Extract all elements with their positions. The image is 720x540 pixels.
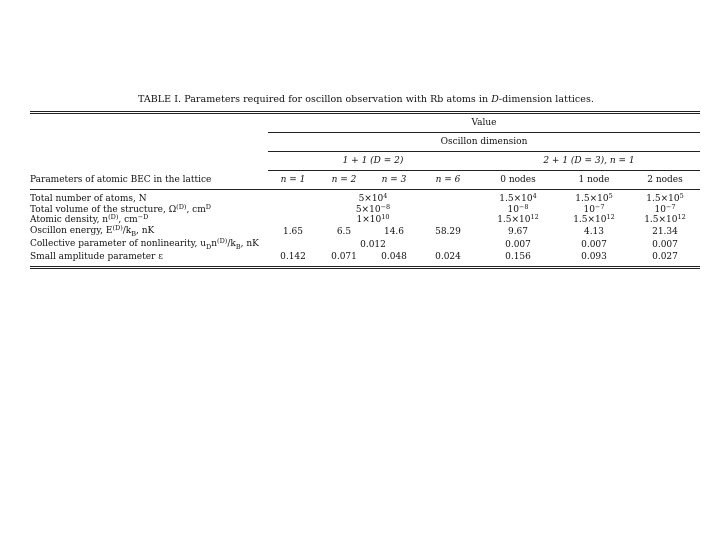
col-header: 0 nodes (500, 175, 536, 185)
cell-span-1d: $5\times 10^4$ (358, 192, 388, 204)
row-label: Oscillon energy, $E^{(D)}/k_B$, nK (30, 223, 155, 238)
col-header: n = 6 (435, 175, 461, 185)
row-label: Total volume of the structure, $\Omega^{(D)}$, $cm^D$ (30, 202, 211, 215)
cell: $1.5\times 10^{12}$ (644, 213, 686, 225)
cell: 4.13 (583, 226, 605, 237)
cell: $1.5\times 10^{12}$ (573, 213, 615, 225)
caption-text: Parameters required for oscillon observation with Rb atoms in (184, 94, 489, 105)
cell-span-1d: 0.012 (360, 240, 386, 251)
cell: 0.048 (381, 252, 407, 263)
col-header: n = 3 (381, 175, 407, 185)
header-group-1d: 1 + 1 (D = 2) (268, 152, 478, 171)
cell: $1.5\times 10^5$ (575, 192, 613, 204)
table-row (30, 239, 700, 252)
header-value: Value (268, 114, 700, 133)
cell: 0.007 (581, 240, 607, 251)
cell: 0.093 (581, 252, 607, 263)
row-label: Collective parameter of nonlinearity, $u_Dn^{(D)}/k_B$, nK (30, 236, 259, 251)
cell: 1.65 (282, 226, 304, 237)
row-label: Atomic density, $n^{(D)}$, $cm^{-D}$ (30, 213, 149, 225)
cell: $10^{-8}$ (507, 202, 529, 215)
header-group-2d: 2 + 1 (D = 3), n = 1 (478, 152, 700, 171)
cell: 0.142 (280, 252, 306, 263)
table-row (30, 226, 700, 239)
cell: 0.071 (331, 252, 357, 263)
col-header: 1 node (578, 175, 610, 185)
cell: $10^{-7}$ (654, 202, 676, 215)
bottom-rule (30, 266, 700, 269)
cell-span-1d: $1\times 10^{10}$ (356, 213, 390, 225)
cell: 9.67 (507, 226, 529, 237)
header-oscillon-dimension: Oscillon dimension (268, 133, 700, 152)
table-caption (30, 94, 700, 105)
table-row (30, 215, 700, 226)
cell: 0.007 (652, 240, 678, 251)
cell: 21.34 (652, 226, 678, 237)
table-row (30, 252, 700, 263)
col-header: n = 2 (331, 175, 357, 185)
table-container (30, 94, 700, 269)
cell-span-1d: $5\times 10^{-8}$ (355, 202, 391, 215)
row-label: Small amplitude parameter ε (30, 252, 163, 263)
cell: 58.29 (435, 226, 461, 237)
cell: 0.027 (652, 252, 678, 263)
header-parameters: Parameters of atomic BEC in the lattice (30, 174, 212, 185)
caption-italic-d: D (491, 94, 499, 105)
cell: $1.5\times 10^{12}$ (497, 213, 539, 225)
cell: $1.5\times 10^4$ (499, 192, 537, 204)
cell: $1.5\times 10^5$ (646, 192, 684, 204)
cell: 0.024 (435, 252, 461, 263)
cell: $10^{-7}$ (583, 202, 605, 215)
caption-label: TABLE I. (138, 94, 182, 105)
parameters-table (30, 114, 700, 189)
cell: 14.6 (383, 226, 405, 237)
table-row (30, 205, 700, 216)
row-label: Total number of atoms, N (30, 194, 147, 204)
parameters-table-body (30, 190, 700, 263)
cell: 0.007 (505, 240, 531, 251)
col-header: 2 nodes (647, 175, 683, 185)
col-header: n = 1 (280, 175, 306, 185)
caption-text-after: -dimension lattices. (498, 94, 594, 105)
cell: 6.5 (336, 226, 352, 237)
cell: 0.156 (505, 252, 531, 263)
